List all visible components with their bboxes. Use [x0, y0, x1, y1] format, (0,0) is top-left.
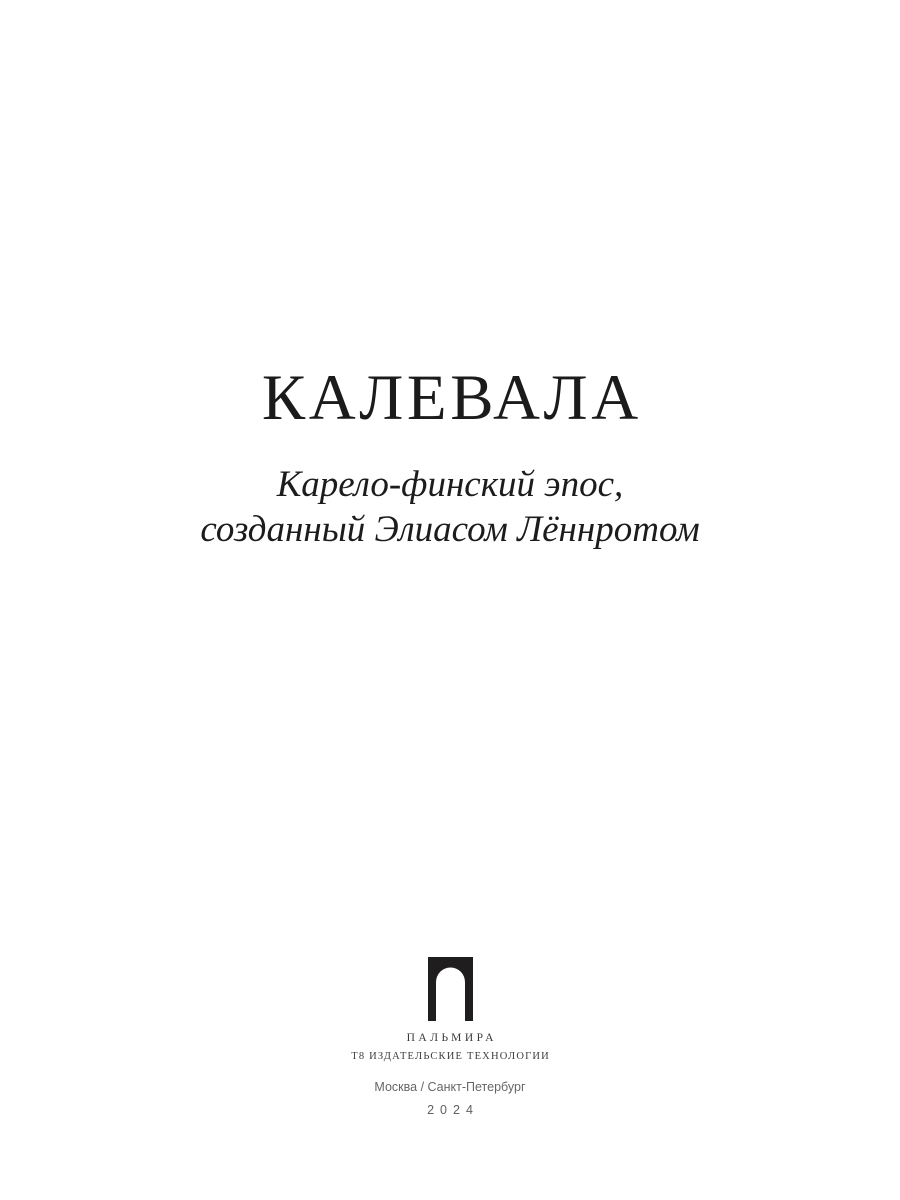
- publication-year: 2024: [427, 1103, 479, 1117]
- publisher-name: ПАЛЬМИРА: [406, 1032, 497, 1044]
- publisher-imprint: [0, 957, 900, 1117]
- book-subtitle: [0, 462, 900, 552]
- publisher-company: Т8 ИЗДАТЕЛЬСКИЕ ТЕХНОЛОГИИ: [351, 1051, 550, 1062]
- book-subtitle-line-2: созданный Элиасом Лённротом: [200, 509, 700, 551]
- publisher-logo: [0, 957, 900, 1021]
- publisher-cities: Москва / Санкт-Петербург: [374, 1080, 526, 1094]
- book-subtitle-line-1: Карело-финский эпос,: [276, 464, 624, 505]
- palmira-arch-icon: [428, 957, 473, 1021]
- book-title: КАЛЕВАЛА: [261, 362, 642, 434]
